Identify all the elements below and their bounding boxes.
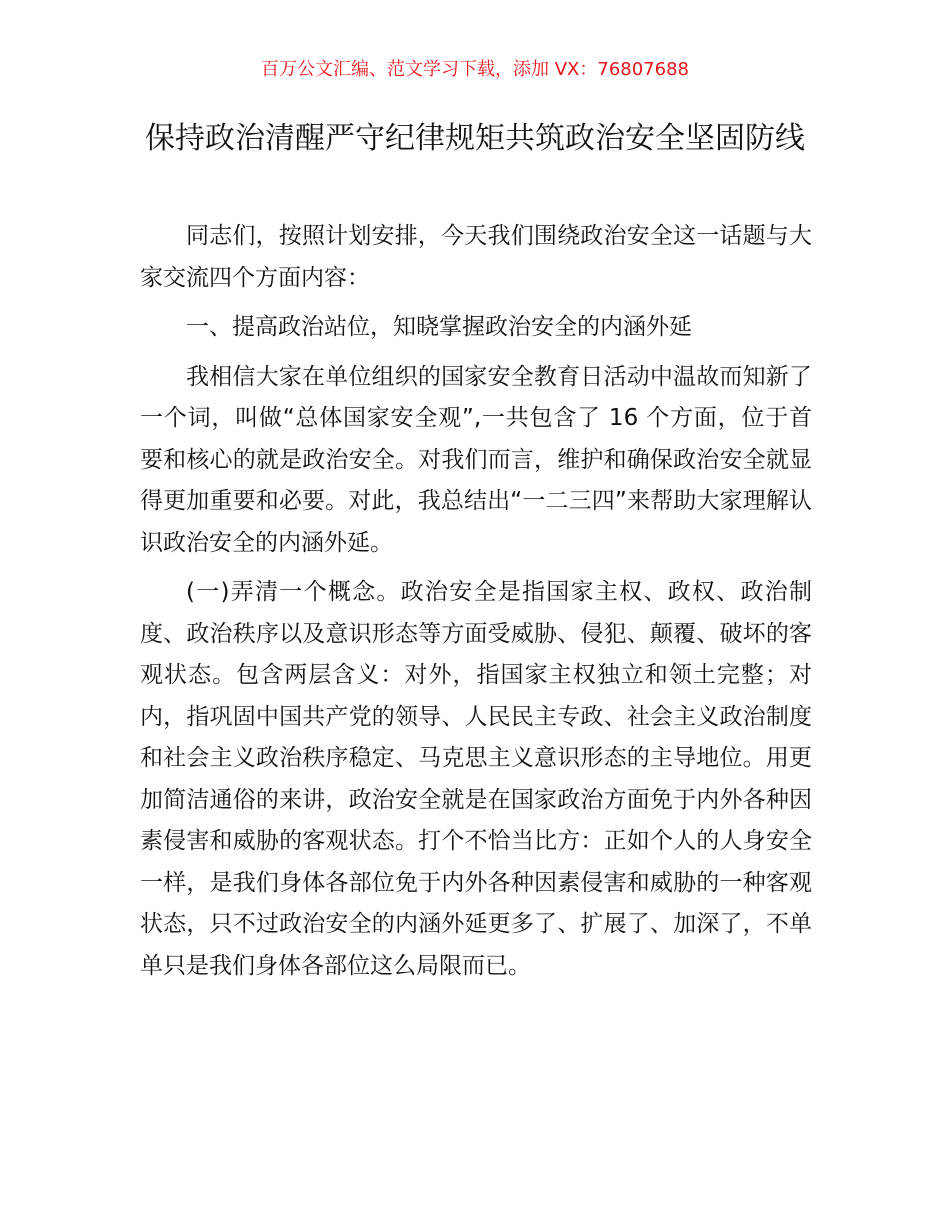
body-paragraph: 我相信大家在单位组织的国家安全教育日活动中温故而知新了一个词，叫做“总体国家安全观”,一共包含了 16 个方面，位于首要和核心的就是政治安全。对我们而言，维护和确保政治安全就显得更加重要和必要。对此，我总结出“一二三四”来帮助大家理解认识政治安全的内涵外延。 — [140, 363, 812, 556]
body-paragraph: (一)弄清一个概念。政治安全是指国家主权、政权、政治制度、政治秩序以及意识形态等方面受威胁、侵犯、颠覆、破坏的客观状态。包含两层含义：对外，指国家主权独立和领土完整；对内，指巩固中国共产党的领导、人民民主专政、社会主义政治制度和社会主义政治秩序稳定、马克思主义意识形态的主导地位。用更加简洁通俗的来讲，政治安全就是在国家政治方面免于内外各种因素侵害和威胁的客观状态。打个不恰当比方：正如个人的人身安全一样，是我们身体各部位免于内外各种因素侵害和威胁的一种客观状态，只不过政治安全的内涵外延更多了、扩展了、加深了，不单单只是我们身体各部位这么局限而已。 — [140, 579, 812, 979]
document-body — [140, 216, 812, 995]
intro-paragraph: 同志们，按照计划安排，今天我们围绕政治安全这一话题与大家交流四个方面内容： — [140, 223, 812, 291]
promo-header: 百万公文汇编、范文学习下载，添加 VX：76807688 — [261, 59, 689, 80]
section-heading: 一、提高政治站位，知晓掌握政治安全的内涵外延 — [186, 314, 692, 340]
document-title: 保持政治清醒严守纪律规矩共筑政治安全坚固防线 — [145, 121, 805, 156]
